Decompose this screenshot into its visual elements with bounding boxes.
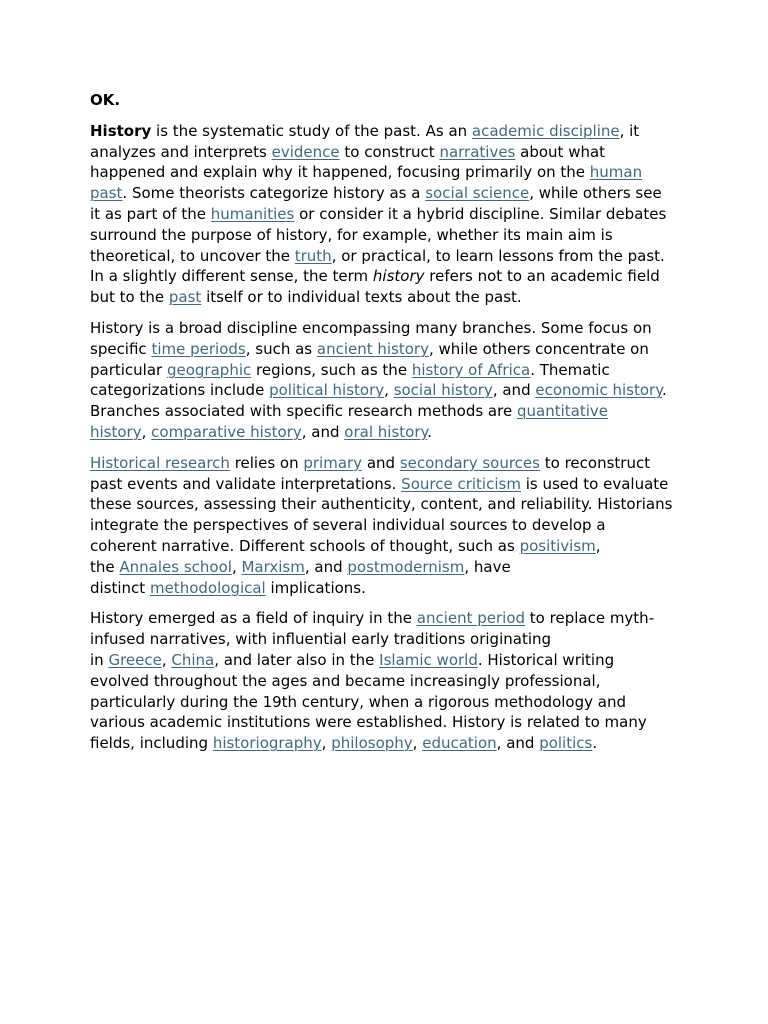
paragraph-intro bbox=[90, 121, 678, 308]
paragraph-text: , and bbox=[301, 422, 345, 441]
link-oral-history[interactable]: oral history bbox=[344, 422, 428, 441]
paragraph-text: , and bbox=[492, 381, 536, 400]
link-primary[interactable]: primary bbox=[303, 453, 363, 472]
link-time-periods[interactable]: time periods bbox=[151, 339, 246, 358]
link-historiography[interactable]: historiography bbox=[212, 734, 322, 753]
paragraph-text: to construct bbox=[339, 142, 440, 161]
link-economic-history[interactable]: economic history bbox=[535, 381, 662, 400]
link-positivism[interactable]: positivism bbox=[519, 536, 596, 555]
link-secondary-sources[interactable]: secondary sources bbox=[399, 453, 540, 472]
paragraph-text: . bbox=[427, 422, 433, 441]
link-truth[interactable]: truth bbox=[294, 246, 332, 265]
paragraph-text: History emerged as a field of inquiry in the bbox=[90, 609, 417, 628]
italic-term: history bbox=[372, 267, 425, 286]
paragraph-text: , bbox=[141, 422, 152, 441]
paragraph-text: to reconstruct past events and validate interpretations. bbox=[90, 453, 651, 493]
paragraph-text: , and bbox=[304, 557, 348, 576]
paragraph-text: , such as bbox=[245, 339, 317, 358]
paragraph-text: regions, such as the bbox=[251, 360, 412, 379]
paragraph-text: , or practical, to learn lessons from the past. In a slightly different sense, the term bbox=[90, 246, 665, 286]
link-politics[interactable]: politics bbox=[539, 734, 593, 753]
link-education[interactable]: education bbox=[422, 734, 497, 753]
link-annales-school[interactable]: Annales school bbox=[119, 557, 232, 576]
link-philosophy[interactable]: philosophy bbox=[331, 734, 413, 753]
paragraph-text: is the systematic study of the past. As an bbox=[151, 121, 472, 140]
paragraph-text: or consider it a hybrid discipline. Similar debates surround the purpose of history, for example, whether its main aim is theoretical, to uncover the bbox=[90, 204, 667, 265]
paragraph-text: . Thematic categorizations include bbox=[90, 360, 610, 400]
paragraph-text: , bbox=[321, 734, 332, 753]
paragraph-text: . Some theorists categorize history as a bbox=[122, 184, 426, 203]
paragraph-text: , while others see it as part of the bbox=[90, 184, 662, 223]
link-evidence[interactable]: evidence bbox=[271, 142, 340, 161]
paragraph-text: , and bbox=[496, 734, 540, 753]
link-greece[interactable]: Greece bbox=[108, 650, 162, 669]
link-human-past[interactable]: human past bbox=[90, 163, 643, 203]
response-heading: OK. bbox=[90, 91, 121, 109]
link-past[interactable]: past bbox=[168, 288, 202, 307]
document-body bbox=[90, 90, 678, 764]
paragraph-text: , bbox=[412, 734, 423, 753]
paragraph-text: History is a broad discipline encompassing many branches. Some focus on specific bbox=[90, 318, 652, 358]
link-ancient-period[interactable]: ancient period bbox=[416, 609, 526, 628]
link-narratives[interactable]: narratives bbox=[439, 142, 516, 161]
paragraph-research bbox=[90, 453, 678, 599]
paragraph-text: and bbox=[362, 453, 400, 472]
paragraph-text: , have distinct bbox=[90, 557, 511, 597]
paragraph-text: , and later also in the bbox=[214, 650, 380, 669]
paragraph-text: about what happened and explain why it happened, focusing primarily on the bbox=[90, 142, 606, 182]
link-comparative-history[interactable]: comparative history bbox=[151, 422, 302, 441]
paragraph-text: . Branches associated with specific research methods are bbox=[90, 381, 667, 421]
paragraph-text: , it analyzes and interprets bbox=[90, 121, 640, 161]
link-china[interactable]: China bbox=[171, 650, 215, 669]
paragraph-text: , the bbox=[90, 536, 601, 576]
link-islamic-world[interactable]: Islamic world bbox=[379, 650, 478, 669]
article-paragraphs bbox=[90, 121, 678, 754]
link-historical-research[interactable]: Historical research bbox=[90, 453, 230, 472]
paragraph-text: . bbox=[592, 734, 598, 753]
link-social-science[interactable]: social science bbox=[425, 184, 530, 203]
paragraph-text: , bbox=[384, 381, 394, 400]
paragraph-origins bbox=[90, 608, 678, 754]
paragraph-text: . Historical writing evolved throughout the ages and became increasingly professional, particularly during the 19th century, when a rigorous methodology and various academic institutions were established. History is related to many fields, including bbox=[90, 650, 647, 753]
paragraph-text: is used to evaluate these sources, assessing their authenticity, content, and reliability. Historians integrate the perspectives of several individual sources to develop a coherent narrative. Different schools of thought, such as bbox=[90, 474, 673, 555]
paragraph-text: , while others concentrate on particular bbox=[90, 339, 649, 379]
link-history-of-africa[interactable]: history of Africa bbox=[411, 360, 531, 379]
paragraph-text: implications. bbox=[265, 578, 366, 597]
paragraph-branches bbox=[90, 318, 678, 443]
link-source-criticism[interactable]: Source criticism bbox=[401, 474, 521, 493]
paragraph-text: , bbox=[161, 650, 172, 669]
paragraph-text: , bbox=[231, 557, 242, 576]
paragraph-text: refers not to an academic field but to the bbox=[90, 267, 660, 307]
paragraph-text: relies on bbox=[229, 453, 304, 472]
link-methodological[interactable]: methodological bbox=[149, 578, 266, 597]
bold-term: History bbox=[90, 121, 152, 140]
link-ancient-history[interactable]: ancient history bbox=[316, 339, 429, 358]
link-postmodernism[interactable]: postmodernism bbox=[347, 557, 465, 576]
link-humanities[interactable]: humanities bbox=[210, 204, 295, 223]
link-marxism[interactable]: Marxism bbox=[241, 557, 305, 576]
paragraph-text: itself or to individual texts about the past. bbox=[201, 288, 522, 307]
link-academic-discipline[interactable]: academic discipline bbox=[471, 121, 620, 140]
link-political-history[interactable]: political history bbox=[269, 381, 385, 400]
paragraph-text: to replace myth- infused narratives, with influential early traditions originating in bbox=[90, 609, 655, 669]
link-quantitative-history[interactable]: quantitative history bbox=[90, 402, 608, 441]
link-geographic[interactable]: geographic bbox=[166, 360, 252, 379]
link-social-history[interactable]: social history bbox=[393, 381, 493, 400]
